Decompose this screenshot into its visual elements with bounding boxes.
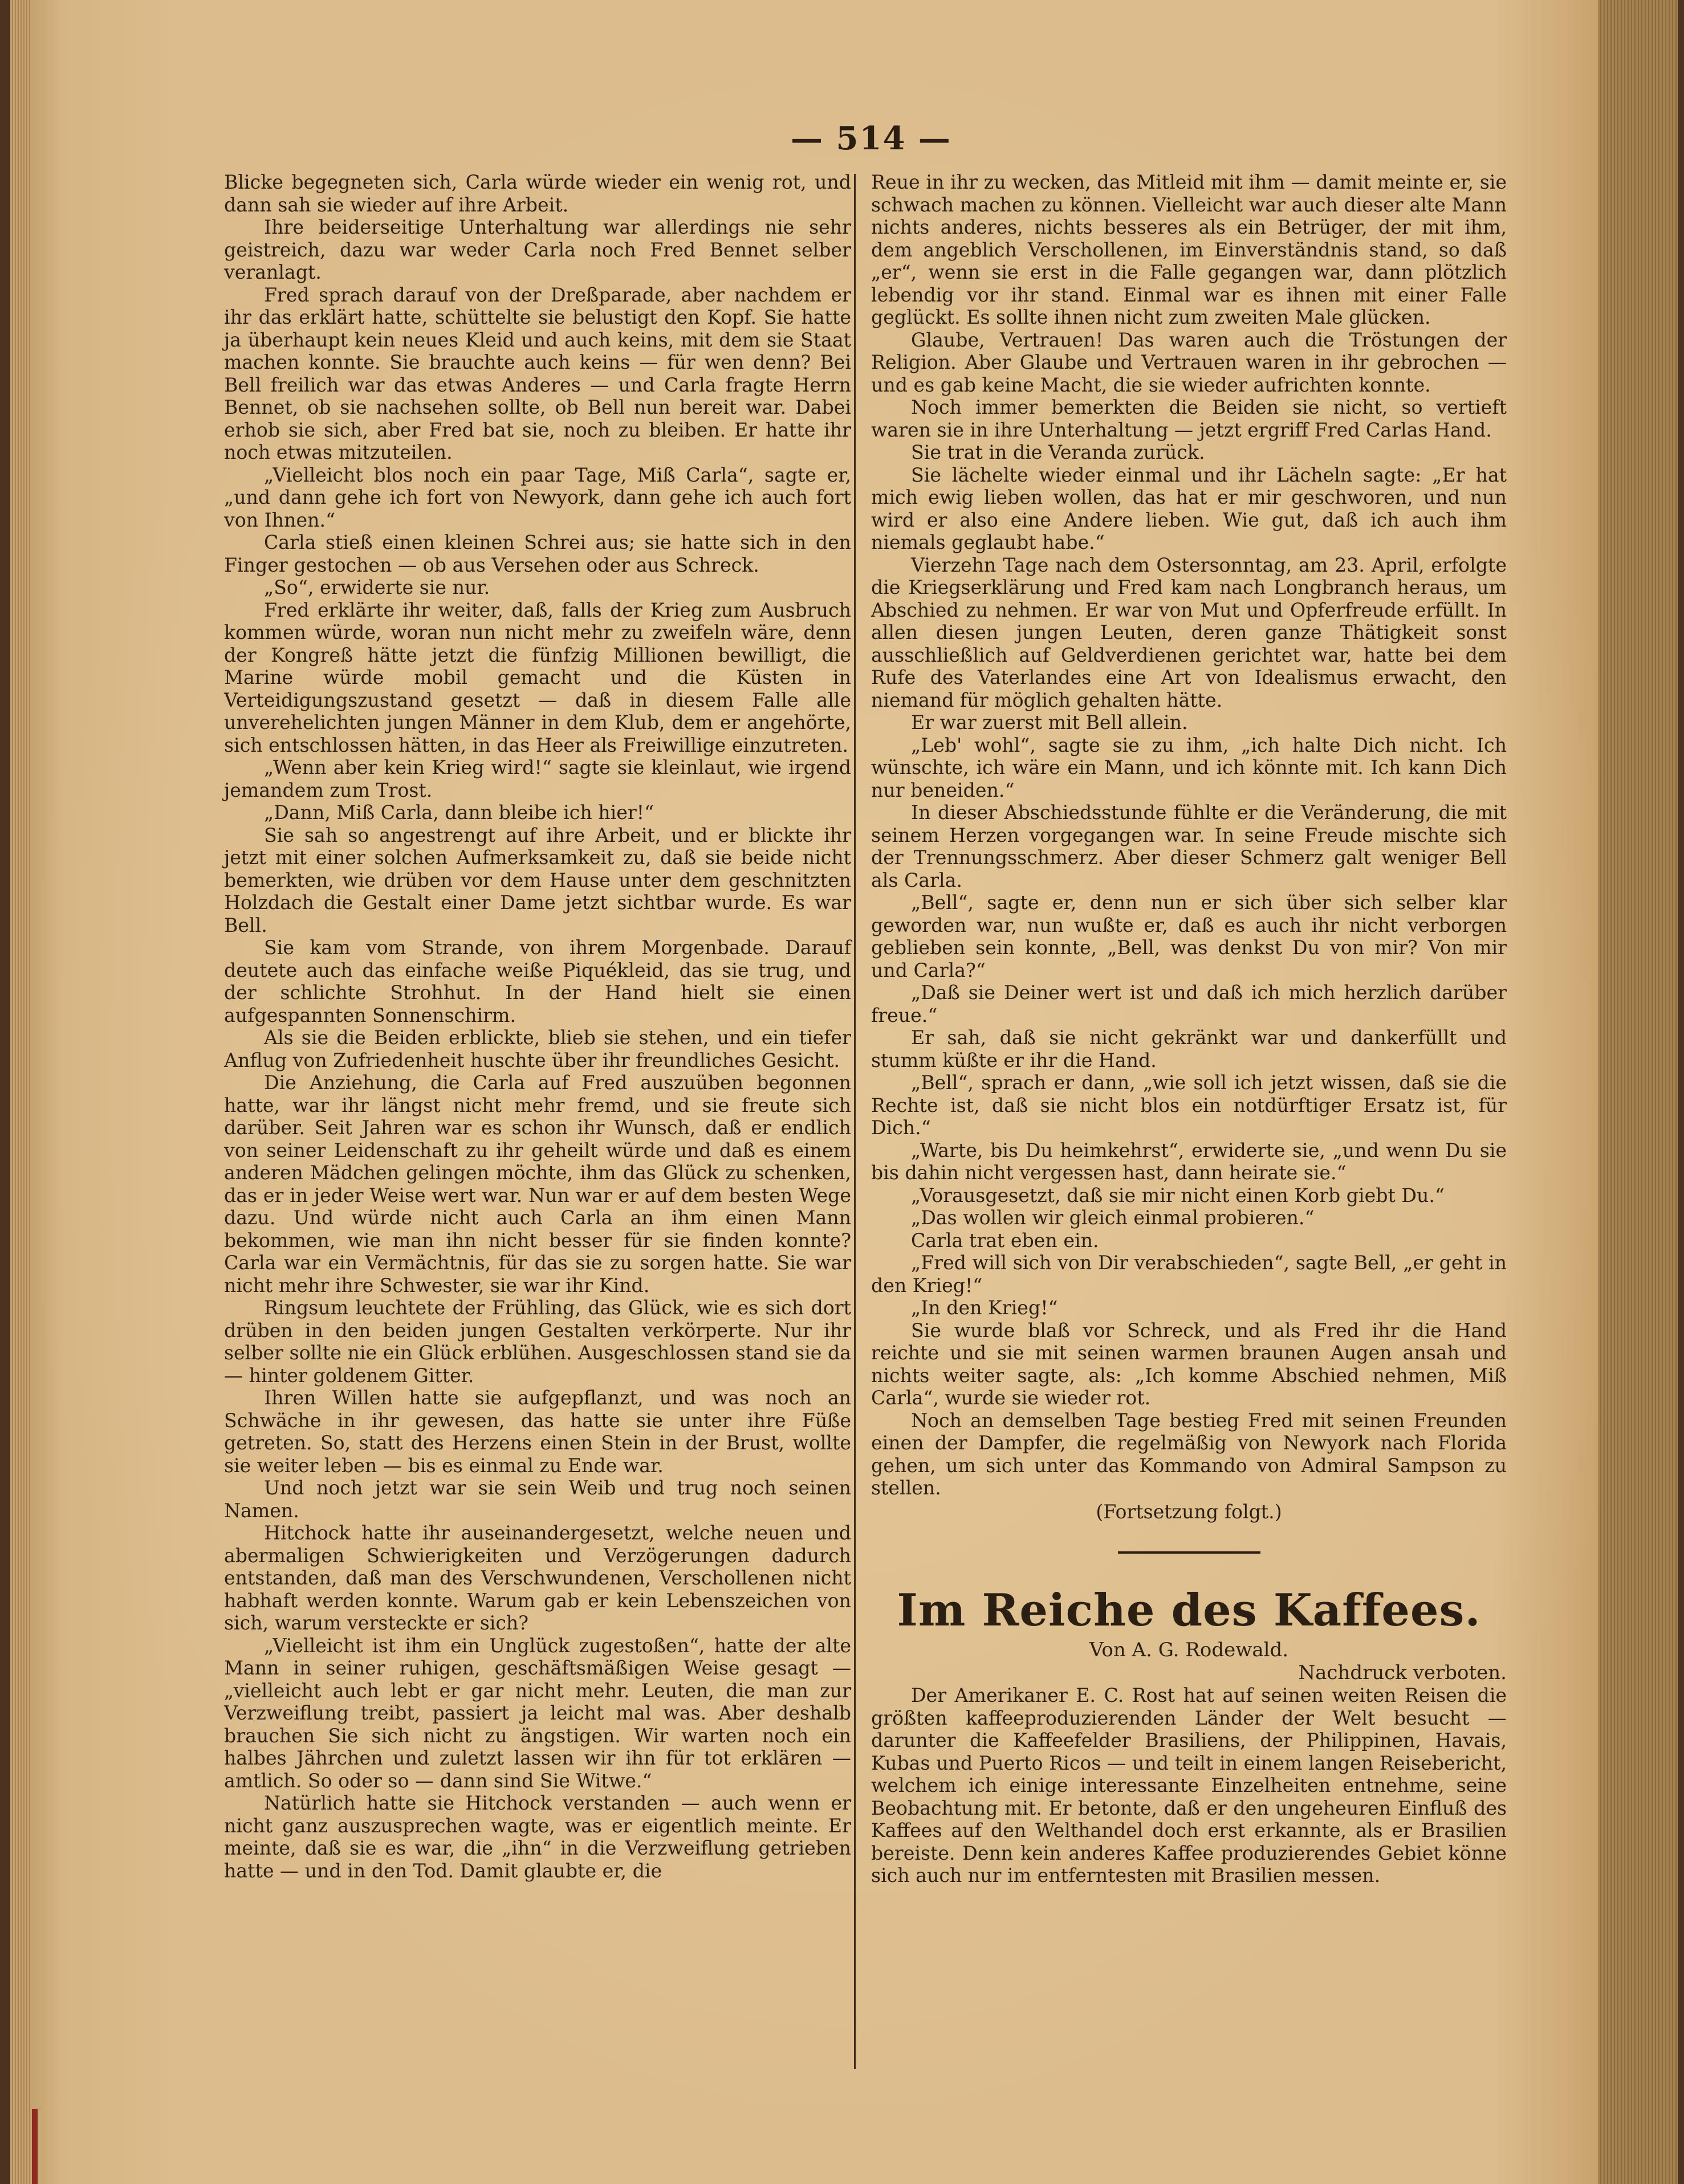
paragraph: Ihre beiderseitige Unterhaltung war allerdings nie sehr geistreich, dazu war weder Carla noch Fred Bennet selber veranlagt. — [224, 216, 851, 283]
paragraph: Noch an demselben Tage bestieg Fred mit seinen Freunden einen der Dampfer, die regelmäßig von Newyork nach Florida gehen, um sich unter das Kommando von Admiral Sampson zu stellen. — [871, 1409, 1507, 1499]
paragraph: „Leb' wohl“, sagte sie zu ihm, „ich halte Dich nicht. Ich wünschte, ich wäre ein Mann, und ich könnte mit. Ich kann Dich nur beneiden.“ — [871, 734, 1507, 801]
page-stack-edge — [10, 0, 32, 2184]
paragraph: Noch immer bemerkten die Beiden sie nicht, so vertieft waren sie in ihre Unterhaltung — jetzt ergriff Fred Carlas Hand. — [871, 396, 1507, 441]
paragraph: Blicke begegneten sich, Carla würde wieder ein wenig rot, und dann sah sie wieder auf ihre Arbeit. — [224, 171, 851, 216]
paragraph: Und noch jetzt war sie sein Weib und trug noch seinen Namen. — [224, 1477, 851, 1522]
reprint-notice: Nachdruck verboten. — [1298, 1661, 1507, 1684]
paragraph: Reue in ihr zu wecken, das Mitleid mit ihm — damit meinte er, sie schwach machen zu können. Vielleicht war auch dieser alte Mann nichts anderes, nichts besseres als ein Betrüger, der mit ihm, dem angeblich Verschollenen, im Einverständnis stand, so daß „er“, wenn sie erst in die Falle gegangen war, dann plötzlich lebendig vor ihr stand. Einmal war es ihnen mit einer Falle geglückt. Es sollte ihnen nicht zum zweiten Male glücken. — [871, 171, 1507, 328]
article-paragraph: Der Amerikaner E. C. Rost hat auf seinen weiten Reisen die größten kaffeeproduzierenden Länder der Welt besucht — darunter die Kaffeefelder Brasiliens, der Philippinen, Havais, Kubas und Puerto Ricos — und teilt in einem langen Reisebericht, welchem ich einige interessante Einzelheiten entnehme, seine Beobachtung mit. Er betonte, daß er den ungeheuren Einfluß des Kaffees auf den Welthandel doch erst erkannte, als er Brasilien bereiste. Denn kein anderes Kaffee produzierendes Gebiet könne sich auch nur im entferntesten mit Brasilien messen. — [871, 1684, 1507, 1886]
paragraph: Glaube, Vertrauen! Das waren auch die Tröstungen der Religion. Aber Glaube und Vertrauen waren in ihr gebrochen — und es gab keine Macht, die sie wieder aufrichten konnte. — [871, 328, 1507, 396]
paragraph: „Warte, bis Du heimkehrst“, erwiderte sie, „und wenn Du sie bis dahin nicht vergessen hast, dann heirate sie.“ — [871, 1139, 1507, 1184]
paragraph: Sie sah so angestrengt auf ihre Arbeit, und er blickte ihr jetzt mit einer solchen Aufmerksamkeit zu, daß sie beide nicht bemerkten, wie drüben vor dem Hause unter dem geschnitzten Holzdach die Gestalt einer Dame jetzt sichtbar wurde. Es war Bell. — [224, 824, 851, 936]
paragraph: Als sie die Beiden erblickte, blieb sie stehen, und ein tiefer Anflug von Zufriedenheit huschte über ihr freundliches Gesicht. — [224, 1026, 851, 1071]
article-title: Im Reiche des Kaffees. — [897, 1584, 1481, 1636]
paragraph: Carla stieß einen kleinen Schrei aus; sie hatte sich in den Finger gestochen — ob aus Versehen oder aus Schreck. — [224, 531, 851, 576]
paragraph: „Bell“, sagte er, denn nun er sich über sich selber klar geworden war, nun wußte er, daß es auch ihr nicht verborgen geblieben sein konnte, „Bell, was denkst Du von mir? Von mir und Carla?“ — [871, 891, 1507, 981]
story-continuation — [871, 171, 1507, 1500]
paragraph: „Vorausgesetzt, daß sie mir nicht einen Korb giebt Du.“ — [911, 1184, 1445, 1207]
paragraph: Sie kam vom Strande, von ihrem Morgenbade. Darauf deutete auch das einfache weiße Piquékleid, das sie trug, und der schlichte Strohhut. In der Hand hielt sie einen aufgespannten Sonnenschirm. — [224, 936, 851, 1026]
article-byline: Von A. G. Rodewald. — [1089, 1639, 1289, 1661]
paragraph: „Fred will sich von Dir verabschieden“, sagte Bell, „er geht in den Krieg!“ — [871, 1252, 1507, 1297]
paragraph: Ihren Willen hatte sie aufgepflanzt, und was noch an Schwäche in ihr gewesen, das hatte sie unter ihre Füße getreten. So, statt des Herzens einen Stein in der Brust, wollte sie weiter leben — bis es einmal zu Ende war. — [224, 1387, 851, 1477]
paragraph: „Daß sie Deiner wert ist und daß ich mich herzlich darüber freue.“ — [871, 981, 1507, 1026]
paragraph: „So“, erwiderte sie nur. — [264, 576, 490, 598]
paragraph: „Vielleicht blos noch ein paar Tage, Miß Carla“, sagte er, „und dann gehe ich fort von Newyork, dann gehe ich auch fort von Ihnen.“ — [224, 463, 851, 531]
right-column — [871, 171, 1507, 1887]
paragraph: „Vielleicht ist ihm ein Unglück zugestoßen“, hatte der alte Mann in seiner ruhigen, geschäftsmäßigen Weise gesagt — „vielleicht auch lebt er gar nicht mehr. Leuten, die man zur Verzweiflung treibt, passiert ja leicht mal was. Aber deshalb brauchen Sie sich nicht zu ängstigen. Wir warten noch ein halbes Jährchen und zuletzt lassen wir ihn für tot erklären — amtlich. So oder so — dann sind Sie Witwe.“ — [224, 1634, 851, 1792]
paragraph: Natürlich hatte sie Hitchock verstanden — auch wenn er nicht ganz auszusprechen wagte, was er eigentlich meinte. Er meinte, daß sie es war, die „ihn“ in die Verzweiflung getrieben hatte — und in den Tod. Damit glaubte er, die — [224, 1792, 851, 1882]
left-column — [224, 171, 851, 1882]
paragraph: „In den Krieg!“ — [911, 1297, 1058, 1319]
section-rule — [1118, 1551, 1260, 1554]
paragraph: Er sah, daß sie nicht gekränkt war und dankerfüllt und stumm küßte er ihr die Hand. — [871, 1026, 1507, 1071]
paragraph: „Wenn aber kein Krieg wird!“ sagte sie kleinlaut, wie irgend jemandem zum Trost. — [224, 756, 851, 801]
paragraph: Er war zuerst mit Bell allein. — [911, 711, 1188, 734]
column-divider — [854, 174, 856, 2069]
paragraph: „Bell“, sprach er dann, „wie soll ich jetzt wissen, daß sie die Rechte ist, daß sie nicht blos ein notdürftiger Ersatz ist, für Dich.“ — [871, 1071, 1507, 1139]
paragraph: „Das wollen wir gleich einmal probieren.“ — [911, 1207, 1315, 1229]
paragraph: „Dann, Miß Carla, dann bleibe ich hier!“ — [264, 801, 654, 824]
book-page — [10, 0, 1678, 2184]
binding-edge — [32, 2109, 38, 2184]
paragraph: Vierzehn Tage nach dem Ostersonntag, am 23. April, erfolgte die Kriegserklärung und Fred kam nach Longbranch heraus, um Abschied zu nehmen. Er war von Mut und Opferfreude erfüllt. In allen diesen jungen Leuten, deren ganze Thätigkeit sonst ausschließlich auf Geldverdienen gerichtet war, hatte bei dem Rufe des Vaterlandes eine Art von Idealismus erwacht, den niemand für möglich gehalten hätte. — [871, 553, 1507, 711]
paragraph: Carla trat eben ein. — [911, 1229, 1099, 1252]
paragraph: Fred erklärte ihr weiter, daß, falls der Krieg zum Ausbruch kommen würde, woran nun nicht mehr zu zweifeln wäre, denn der Kongreß hätte jetzt die fünfzig Millionen bewilligt, die Marine würde mobil gemacht und die Küsten in Verteidigungszustand gesetzt — daß in diesem Falle alle unverehelichten jungen Männer in dem Klub, dem er angehörte, sich entschlossen hätten, in das Heer als Freiwillige einzutreten. — [224, 598, 851, 756]
continued-note: (Fortsetzung folgt.) — [1096, 1500, 1282, 1523]
paragraph: Sie lächelte wieder einmal und ihr Lächeln sagte: „Er hat mich ewig lieben wollen, das hat er mir geschworen, und nun wird er also eine Andere lieben. Wie gut, daß ich auch ihm niemals geglaubt habe.“ — [871, 463, 1507, 553]
paragraph: Hitchock hatte ihr auseinandergesetzt, welche neuen und abermaligen Schwierigkeiten und Verzögerungen dadurch entstanden, daß man des Verschwundenen, Verschollenen nicht habhaft werden konnte. Warum gab er kein Lebenszeichen von sich, warum versteckte er sich? — [224, 1522, 851, 1634]
paragraph: Sie trat in die Veranda zurück. — [911, 441, 1205, 463]
paragraph: In dieser Abschiedsstunde fühlte er die Veränderung, die mit seinem Herzen vorgegangen war. In seine Freude mischte sich der Trennungsschmerz. Aber dieser Schmerz galt weniger Bell als Carla. — [871, 801, 1507, 891]
paragraph: Fred sprach darauf von der Dreßparade, aber nachdem er ihr das erklärt hatte, schüttelte sie belustigt den Kopf. Sie hatte ja überhaupt kein neues Kleid und auch keins, mit dem sie Staat machen konnte. Sie brauchte auch keins — für wen denn? Bei Bell freilich war das etwas Anderes — und Carla fragte Herrn Bennet, ob sie nachsehen sollte, ob Bell nun bereit war. Dabei erhob sie sich, aber Fred bat sie, noch zu bleiben. Er hatte ihr noch etwas mitzuteilen. — [224, 283, 851, 463]
paragraph: Die Anziehung, die Carla auf Fred auszuüben begonnen hatte, war ihr längst nicht mehr fremd, und sie freute sich darüber. Seit Jahren war es schon ihr Wunsch, daß er endlich von seiner Leidenschaft zu ihr geheilt würde und daß es einem anderen Mädchen gelingen möchte, ihm das Glück zu schenken, das er in jeder Weise wert war. Nun war er auf dem besten Wege dazu. Und würde nicht auch Carla an ihm einen Mann bekommen, wie man ihn nicht besser für sie finden konnte? Carla war ein Vermächtnis, für das sie zu sorgen hatte. Sie war nicht mehr ihre Schwester, sie war ihr Kind. — [224, 1071, 851, 1297]
paragraph: Ringsum leuchtete der Frühling, das Glück, wie es sich dort drüben in den beiden jungen Gestalten verkörperte. Nur ihr selber sollte nie ein Glück erblühen. Ausgeschlossen stand sie da — hinter goldenem Gitter. — [224, 1297, 851, 1387]
paragraph: Sie wurde blaß vor Schreck, und als Fred ihr die Hand reichte und sie mit seinen warmen braunen Augen ansah und nichts weiter sagte, als: „Ich komme Abschied nehmen, Miß Carla“, wurde sie wieder rot. — [871, 1319, 1507, 1409]
page-number: — 514 — — [791, 120, 951, 157]
page-stack-edge-right — [1598, 0, 1678, 2184]
